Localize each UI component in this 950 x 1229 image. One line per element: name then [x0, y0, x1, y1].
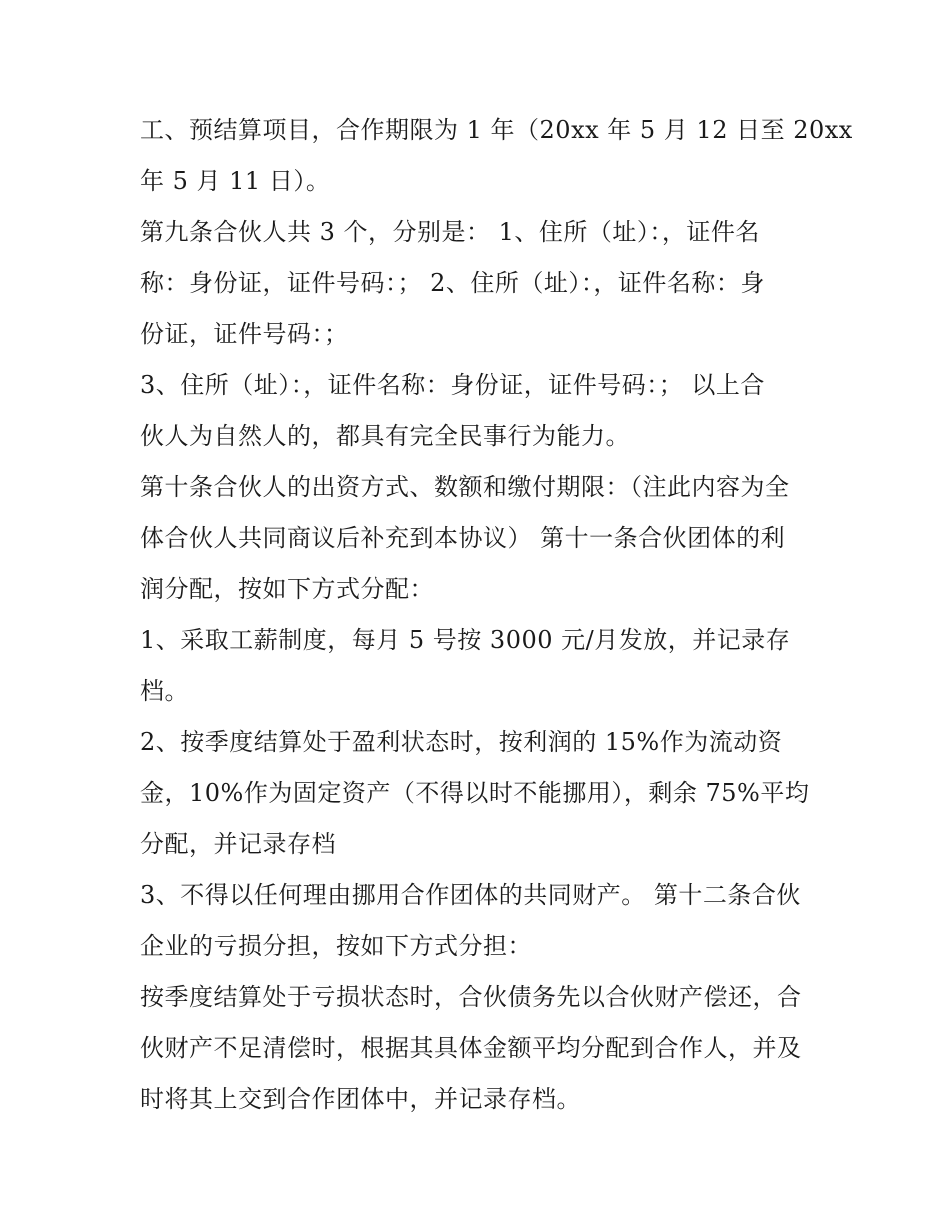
document-body [140, 105, 853, 1125]
text-line: 2、按季度结算处于盈利状态时，按利润的 15%作为流动资 [140, 728, 783, 756]
text-line: 工、预结算项目，合作期限为 1 年（20xx 年 5 月 12 日至 20xx [140, 116, 853, 144]
text-line: 年 5 月 11 日）。 [140, 167, 331, 195]
text-line: 金，10%作为固定资产（不得以时不能挪用），剩余 75%平均 [140, 779, 810, 807]
text-line: 3、住所（址）：，证件名称：身份证，证件号码：； 以上合 [140, 371, 765, 399]
text-line: 时将其上交到合作团体中，并记录存档。 [140, 1085, 581, 1113]
text-line: 3、不得以任何理由挪用合作团体的共同财产。 第十二条合伙 [140, 881, 801, 909]
text-line: 档。 [140, 677, 189, 705]
text-line: 伙人为自然人的，都具有完全民事行为能力。 [140, 422, 630, 450]
text-line: 按季度结算处于亏损状态时，合伙债务先以合伙财产偿还，合 [140, 983, 802, 1011]
text-line: 企业的亏损分担，按如下方式分担： [140, 932, 532, 960]
text-line: 1、采取工薪制度，每月 5 号按 3000 元/月发放，并记录存 [140, 626, 791, 654]
text-line: 体合伙人共同商议后补充到本协议） 第十一条合伙团体的利 [140, 524, 786, 552]
text-line: 分配，并记录存档 [140, 830, 336, 858]
text-line: 份证，证件号码：； [140, 320, 349, 348]
text-line: 第十条合伙人的出资方式、数额和缴付期限：（注此内容为全 [140, 473, 790, 501]
text-line: 伙财产不足清偿时，根据其具体金额平均分配到合作人，并及 [140, 1034, 802, 1062]
text-line: 第九条合伙人共 3 个，分别是： 1、住所（址）：，证件名 [140, 218, 760, 246]
text-line: 称：身份证，证件号码：； 2、住所（址）：，证件名称：身 [140, 269, 765, 297]
text-line: 润分配，按如下方式分配： [140, 575, 434, 603]
